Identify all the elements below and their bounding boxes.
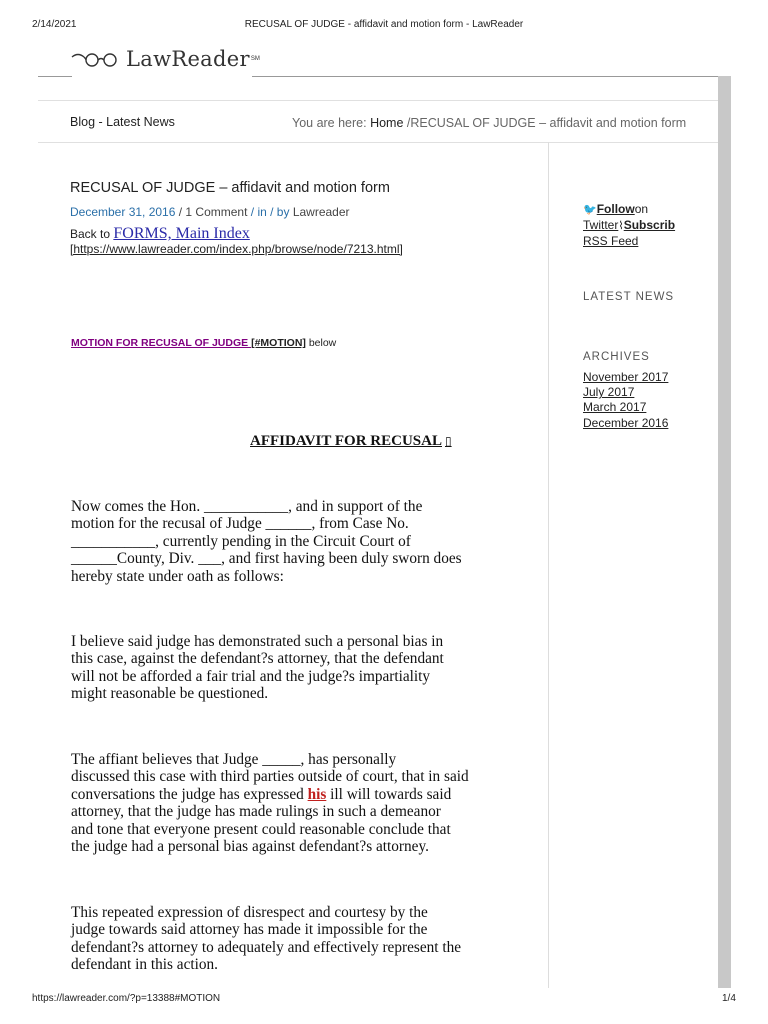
p2-line: might reasonable be questioned. bbox=[71, 685, 269, 703]
p1-line: Now comes the Hon. ___________, and in support of the bbox=[71, 498, 423, 515]
motion-below-text: below bbox=[305, 337, 337, 349]
post-date[interactable]: December 31, 2016 bbox=[70, 205, 176, 219]
twitter-icon: 🐦 bbox=[583, 204, 597, 216]
motion-link[interactable]: MOTION FOR RECUSAL OF JUDGE bbox=[71, 337, 252, 349]
rss-feed-row bbox=[583, 234, 638, 248]
affidavit-heading-text: AFFIDAVIT FOR RECUSAL bbox=[250, 433, 442, 449]
his-suffix: ill will towards said bbox=[326, 785, 452, 803]
nav-top-divider bbox=[38, 100, 718, 101]
twitter-link[interactable]: Twitter bbox=[583, 218, 619, 232]
breadcrumb bbox=[292, 116, 686, 130]
para3-line: attorney, that the judge has made rulings in such a demeanor bbox=[71, 803, 441, 821]
scrollbar[interactable] bbox=[718, 76, 731, 988]
forms-index-link[interactable]: FORMS, Main Index bbox=[113, 225, 250, 242]
p2-line: this case, against the defendant?s attorney, that the defendant bbox=[71, 650, 444, 668]
follow-on-text: on bbox=[634, 202, 649, 216]
archive-link[interactable]: November 2017 bbox=[583, 370, 669, 384]
para3-line: the judge had a personal bias against defendant?s attorney. bbox=[71, 838, 429, 856]
subscribe-link[interactable]: Subscrib bbox=[623, 218, 676, 232]
author-link[interactable]: Lawreader bbox=[292, 205, 350, 219]
rss-icon: ⌇ bbox=[618, 220, 624, 232]
nav-blog-link[interactable]: Blog - Latest News bbox=[70, 115, 175, 129]
paragraph-3 bbox=[71, 751, 521, 855]
motion-line bbox=[71, 337, 336, 349]
p1-line: ______County, Div. ___, and first having been duly sworn does bbox=[71, 550, 462, 568]
forms-url-link[interactable]: [https://www.lawreader.com/index.php/browse/node/7213.html] bbox=[70, 242, 403, 256]
affidavit-heading bbox=[250, 433, 452, 450]
para3-line: discussed this case with third parties outside of court, that in said bbox=[71, 768, 469, 786]
para3-line: The affiant believes that Judge _____, has personally bbox=[71, 751, 397, 768]
p1-line: hereby state under oath as follows: bbox=[71, 567, 284, 585]
paragraph-1 bbox=[71, 498, 521, 585]
follow-link[interactable]: Follow bbox=[596, 202, 635, 216]
p4-line: judge towards said attorney has made it impossible for the bbox=[71, 921, 428, 939]
sidebar-divider bbox=[548, 142, 549, 988]
print-footer-url: https://lawreader.com/?p=13388#MOTION bbox=[32, 993, 221, 1004]
breadcrumb-current: /RECUSAL OF JUDGE – affidavit and motion form bbox=[403, 116, 687, 130]
comments-link[interactable]: 1 Comment bbox=[185, 205, 248, 219]
back-prefix: Back to bbox=[70, 227, 114, 241]
header-rule-left bbox=[38, 76, 72, 77]
print-title: RECUSAL OF JUDGE - affidavit and motion form - LawReader bbox=[244, 19, 524, 30]
para3-line: and tone that everyone present could reasonable conclude that bbox=[71, 820, 451, 838]
paragraph-2 bbox=[71, 633, 521, 703]
nav-bottom-divider bbox=[38, 142, 718, 143]
p2-line: will not be afforded a fair trial and the judge?s impartiality bbox=[71, 667, 431, 685]
print-date: 2/14/2021 bbox=[32, 19, 77, 30]
archive-link[interactable]: July 2017 bbox=[583, 385, 635, 400]
p4-line: This repeated expression of disrespect and courtesy by the bbox=[71, 904, 428, 921]
logo-servicemark: SM bbox=[250, 56, 260, 62]
twitter-subscribe-row bbox=[583, 218, 675, 232]
p4-line: defendant?s attorney to adequately and effectively represent the bbox=[71, 938, 462, 956]
archive-link[interactable]: March 2017 bbox=[583, 400, 647, 415]
header-rule-right bbox=[252, 76, 718, 77]
his-prefix: conversations the judge has expressed bbox=[71, 785, 308, 803]
p1-line: ___________, currently pending in the Circuit Court of bbox=[71, 532, 411, 550]
print-footer-page: 1/4 bbox=[722, 993, 736, 1004]
logo-text: LawReader bbox=[126, 47, 250, 71]
breadcrumb-prefix: You are here: bbox=[292, 116, 371, 130]
post-title: RECUSAL OF JUDGE – affidavit and motion form bbox=[70, 180, 390, 196]
affidavit-marker: ▯ bbox=[444, 434, 452, 448]
glasses-icon bbox=[70, 48, 124, 70]
p1-line: motion for the recusal of Judge ______, from Case No. bbox=[71, 515, 409, 533]
site-logo[interactable] bbox=[70, 44, 260, 74]
back-to-forms bbox=[70, 225, 250, 243]
p4-line: defendant in this action. bbox=[71, 956, 218, 974]
forms-url bbox=[70, 242, 403, 256]
motion-anchor-link[interactable]: [#MOTION] bbox=[251, 337, 306, 349]
archive-link[interactable]: December 2016 bbox=[583, 415, 669, 430]
post-meta bbox=[70, 205, 350, 219]
breadcrumb-home-link[interactable]: Home bbox=[370, 116, 404, 130]
archives-heading: ARCHIVES bbox=[583, 351, 650, 363]
follow-row[interactable] bbox=[583, 202, 648, 216]
his-link[interactable]: his bbox=[307, 785, 327, 803]
archives-list bbox=[583, 370, 668, 431]
para3-his-line bbox=[71, 786, 521, 803]
rss-feed-link[interactable]: RSS Feed bbox=[583, 234, 639, 248]
paragraph-4 bbox=[71, 904, 521, 974]
meta-sep-in: / in / by bbox=[247, 205, 293, 219]
meta-sep: / bbox=[175, 205, 186, 219]
latest-news-heading: LATEST NEWS bbox=[583, 291, 675, 303]
p2-line: I believe said judge has demonstrated such a personal bias in bbox=[71, 633, 444, 650]
